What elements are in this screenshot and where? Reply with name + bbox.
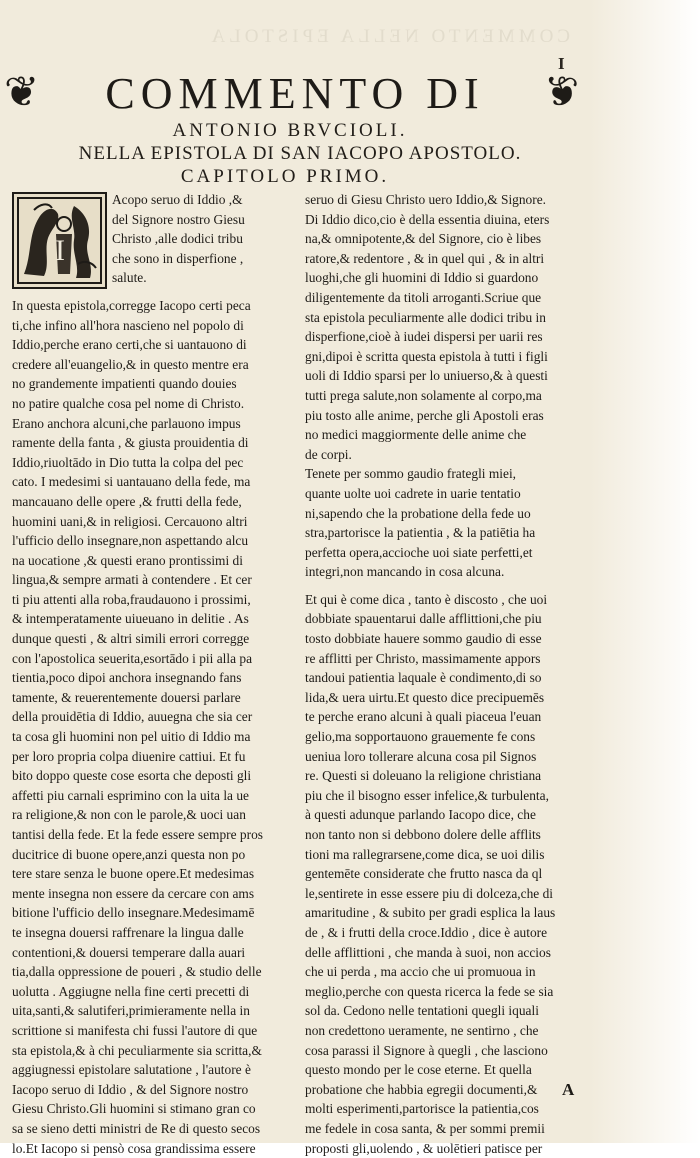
text-line: che ui perda , ma accio che ui promuoua in bbox=[305, 962, 588, 982]
text-line: Giesu Christo.Gli huomini si stimano gran co bbox=[12, 1099, 300, 1119]
text-line: Iddio,perche erano certi,che si uantauono di bbox=[12, 335, 300, 355]
text-line: lingua,& sempre armati à contendere . Et cer bbox=[12, 570, 300, 590]
text-line: no patire qualche cosa pel nome di Christo. bbox=[12, 394, 300, 414]
text-line: Christo ,alle dodici tribu bbox=[12, 229, 300, 249]
text-line: re afflitti per Christo, massimamente appors bbox=[305, 649, 588, 669]
text-line: luoghi,che gli huomini di Iddio si guardono bbox=[305, 268, 588, 288]
text-line: credere all'euangelio,& in questo mentre era bbox=[12, 355, 300, 375]
text-line: tamente, & reuerentemente douersi parlare bbox=[12, 688, 300, 708]
text-line: bito doppo queste cose esorta che deposti gli bbox=[12, 766, 300, 786]
text-line: ratore,& redentore , & in quel qui , & in altri bbox=[305, 249, 588, 269]
text-line: proposti gli,uolendo , & uolētieri patisce per bbox=[305, 1139, 588, 1158]
text-line: gentemēte considerate che frutto nasca da ql bbox=[305, 864, 588, 884]
text-line: ti piu attenti alla roba,fraudauono i prossimi, bbox=[12, 590, 300, 610]
fleuron-icon: ❦ bbox=[4, 72, 39, 114]
text-line: tientia,poco dipoi anchora insegnando fans bbox=[12, 668, 300, 688]
text-line: Iacopo seruo di Iddio , & del Signore nostro bbox=[12, 1080, 300, 1100]
text-line: questo mondo per le cose eterne. Et quella bbox=[305, 1060, 588, 1080]
text-line: probatione che habbia egregii documenti,& bbox=[305, 1080, 588, 1100]
text-line: huomini uani,& in religiosi. Cercauono altri bbox=[12, 512, 300, 532]
text-line: non tanto non si debbono dolere delle afflits bbox=[305, 825, 588, 845]
text-line: mente insegna non essere da cercare con ams bbox=[12, 884, 300, 904]
text-line: gelio,ma sopportauono grauemente fe cons bbox=[305, 727, 588, 747]
page-title: COMMENTO DI bbox=[50, 72, 540, 116]
text-line: non credettono ueramente, ne sentirno , che bbox=[305, 1021, 588, 1041]
text-line: stra,partorisce la patientia , & la patiētia ha bbox=[305, 523, 588, 543]
text-line: tutti prega salute,non solamente al corpo,ma bbox=[305, 386, 588, 406]
text-line: sta epistola peculiarmente alle dodici tribu in bbox=[305, 308, 588, 328]
text-line: disperfione,cioè à iudei dispersi per uarii res bbox=[305, 327, 588, 347]
text-line: seruo di Giesu Christo uero Iddio,& Signore. bbox=[305, 190, 588, 210]
signature-mark: A bbox=[562, 1080, 574, 1100]
text-line: tere stare senza le buone opere.Et medesimas bbox=[12, 864, 300, 884]
text-line: integri,non mancando in cosa alcuna. bbox=[305, 562, 588, 582]
text-line: molti esperimenti,partorisce la patientia,cos bbox=[305, 1099, 588, 1119]
text-line: Acopo seruo di Iddio ,& bbox=[12, 190, 300, 210]
text-line: sa se sieno detti ministri de Re di questo secos bbox=[12, 1119, 300, 1139]
text-line: bitione l'ufficio dello insegnare.Medesimamē bbox=[12, 903, 300, 923]
text-line: della prouidētia di Iddio, auuegna che sia cer bbox=[12, 707, 300, 727]
text-line: le,sentirete in esse essere piu di dolceza,che di bbox=[305, 884, 588, 904]
svg-text:I: I bbox=[55, 234, 65, 267]
text-line: tandoui patientia laquale è condimento,di so bbox=[305, 668, 588, 688]
bleed-through-text: COMMENTO NELLA EPISTOLA bbox=[190, 26, 570, 48]
text-line: ta cosa gli huomini non pel uitio di Iddio ma bbox=[12, 727, 300, 747]
text-line: ra religione,& non con le parole,& uoci uan bbox=[12, 805, 300, 825]
text-line: no medici maggiormente delle anime che bbox=[305, 425, 588, 445]
text-line: piu che il bisogno esser infelice,& turbulenta, bbox=[305, 786, 588, 806]
text-line: Iddio,riuoltādo in Dio tutta la colpa del pec bbox=[12, 453, 300, 473]
text-line: contentioni,& douersi temperare dalla auari bbox=[12, 943, 300, 963]
text-line: tia,dalla oppressione de poueri , & studio delle bbox=[12, 962, 300, 982]
text-line: amaritudine , & subito per gradi esplica la laus bbox=[305, 903, 588, 923]
right-text-column bbox=[305, 190, 588, 1158]
text-line: no grandemente impatienti quando douies bbox=[12, 374, 300, 394]
epistle-heading: NELLA EPISTOLA DI SAN IACOPO APOSTOLO. bbox=[70, 143, 530, 165]
text-line: de , & i frutti della croce.Iddio , dice è autore bbox=[305, 923, 588, 943]
text-line: affetti piu carnali esprimino con la uita la ue bbox=[12, 786, 300, 806]
text-line: uoli di Iddio sparsi per lo uniuerso,& à questi bbox=[305, 366, 588, 386]
text-line: meglio,perche con questa ricerca la fede se sia bbox=[305, 982, 588, 1002]
text-line: lo.Et Iacopo si pensò cosa grandissima essere bbox=[12, 1139, 300, 1158]
folio-number: I bbox=[558, 54, 565, 74]
paragraph-gap bbox=[12, 288, 300, 296]
text-line: re. Questi si doleuano la religione christiana bbox=[305, 766, 588, 786]
text-line: te insegna douersi raffrenare la lingua dalle bbox=[12, 923, 300, 943]
text-line: gni,dipoi è scritta questa epistola à tutti i figli bbox=[305, 347, 588, 367]
text-line: Et qui è come dica , tanto è discosto , che uoi bbox=[305, 590, 588, 610]
text-line: piu tosto alle anime, perche gli Apostoli eras bbox=[305, 406, 588, 426]
text-line: salute. bbox=[12, 268, 300, 288]
text-line: sol da. Cedono nelle tentationi quegli iquali bbox=[305, 1001, 588, 1021]
text-line: na,& omnipotente,& del Signore, cio è libes bbox=[305, 229, 588, 249]
text-line: cato. I medesimi si uantauano della fede, ma bbox=[12, 472, 300, 492]
chapter-heading: CAPITOLO PRIMO. bbox=[120, 166, 450, 188]
text-line: uita,santi,& salutiferi,primieramente nella in bbox=[12, 1001, 300, 1021]
text-line: lida,& uera uirtu.Et questo dice precipuemēs bbox=[305, 688, 588, 708]
text-line: & intemperatamente uiueuano in delitie . As bbox=[12, 609, 300, 629]
text-line: tosto dobbiate hauere sommo gaudio di esse bbox=[305, 629, 588, 649]
text-line: In questa epistola,corregge Iacopo certi peca bbox=[12, 296, 300, 316]
text-line: ti,che infino all'hora nascieno nel popolo di bbox=[12, 316, 300, 336]
text-line: cosa parassi il Signore à quegli , che lasciono bbox=[305, 1041, 588, 1061]
text-line: aggiugnessi epistolare salutatione , l'autore è bbox=[12, 1060, 300, 1080]
text-line: quante uolte uoi cadrete in uarie tentatio bbox=[305, 484, 588, 504]
text-line: Erano anchora alcuni,che parlauono impus bbox=[12, 414, 300, 434]
text-line: del Signore nostro Giesu bbox=[12, 210, 300, 230]
text-line: tioni ma rallegrarsene,come dica, se uoi dilis bbox=[305, 845, 588, 865]
fleuron-icon: ❦ bbox=[544, 72, 579, 114]
text-line: delle afflittioni , che manda à suoi, non accios bbox=[305, 943, 588, 963]
text-line: perfetta opera,accioche uoi siate perfetti,et bbox=[305, 543, 588, 563]
text-line: dunque questi , & altri simili errori corregge bbox=[12, 629, 300, 649]
text-line: diligentemente da titoli arroganti.Scriue que bbox=[305, 288, 588, 308]
text-line: na uocatione ,& questi erano prontissimi di bbox=[12, 551, 300, 571]
text-line: à questi adunque parlando Iacopo dice, che bbox=[305, 805, 588, 825]
text-line: che sono in disperfione , bbox=[12, 249, 300, 269]
text-line: dobbiate spauentarui dalle afflittioni,che piu bbox=[305, 609, 588, 629]
text-line: ramente della fanta , & giusta prouidentia di bbox=[12, 433, 300, 453]
left-text-column bbox=[12, 190, 300, 1158]
text-line: Tenete per sommo gaudio frategli miei, bbox=[305, 464, 588, 484]
text-line: tantisi della fede. Et la fede essere sempre pros bbox=[12, 825, 300, 845]
author-line: ANTONIO BRVCIOLI. bbox=[120, 120, 460, 142]
text-line: l'ufficio dello insegnare,non aspettando alcu bbox=[12, 531, 300, 551]
text-line: uolutta . Aggiugne nella fine certi precetti di bbox=[12, 982, 300, 1002]
text-line: ni,sapendo che la probatione della fede uo bbox=[305, 504, 588, 524]
text-line: me fedele in cosa santa, & per sommi premii bbox=[305, 1119, 588, 1139]
text-line: te perche erano alcuni à quali piaceua l'euan bbox=[305, 707, 588, 727]
text-line: ducitrice di buone opere,anzi questa non po bbox=[12, 845, 300, 865]
text-line: Di Iddio dico,cio è della essentia diuina, eters bbox=[305, 210, 588, 230]
text-line: mancauano delle opere ,& frutti della fede, bbox=[12, 492, 300, 512]
text-line: ueniua loro tollerare alcuna cosa pil Signos bbox=[305, 747, 588, 767]
text-line: sta epistola,& à chi peculiarmente sia scritta,& bbox=[12, 1041, 300, 1061]
text-line: con l'apostolica seuerita,esortādo i pii alla pa bbox=[12, 649, 300, 669]
page-edge-margin bbox=[590, 0, 700, 1143]
text-line: per loro propria colpa diuenire cattiui. Et fu bbox=[12, 747, 300, 767]
text-line: de corpi. bbox=[305, 445, 588, 465]
paragraph-gap bbox=[305, 582, 588, 590]
text-line: scrittione si manifesta chi fussi l'autore di que bbox=[12, 1021, 300, 1041]
